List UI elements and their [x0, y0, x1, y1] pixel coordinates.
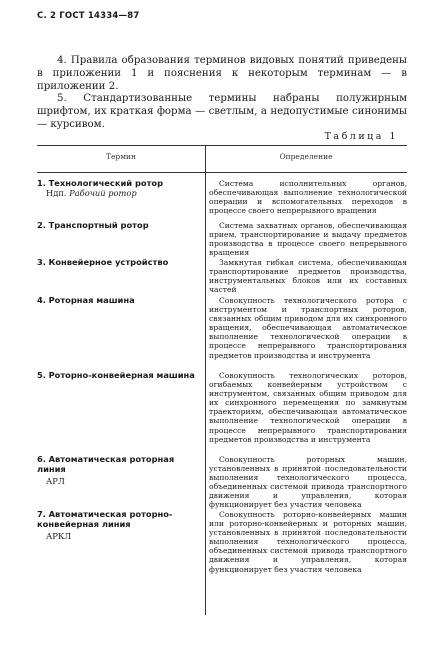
paragraph-5: 5. Стандартизованные термины набраны полужирным шрифтом, их краткая форма — светлым, а недопустимые синонимы — курсивом.: [37, 93, 407, 130]
term-short-form: АРКЛ: [46, 530, 72, 541]
paragraph-4: 4. Правила образования терминов видовых понятий приведены в приложении 1 и пояснения к некоторым терминам — в приложении 2.: [37, 55, 407, 92]
definition-cell: Замкнутая гибкая система, обеспечивающая транспортирование предметов производства, инструментальных блоков или их составных частей: [209, 258, 407, 295]
term-number: 3.: [37, 257, 46, 267]
term-name: Автоматическая роторно-конвейерная линия: [37, 509, 173, 529]
term-cell: [37, 455, 201, 486]
term-alt: Рабочий ротор: [69, 187, 137, 198]
definition-cell: Совокупность технологических роторов, огибаемых конвейерным устройством с инструментом, связанных общим приводом для их синхронного перемещения по замкнутым траекториям, обеспечивающая автоматическое выполнение технологической операции в процессе непрерывного транспортирования предметов производства и инструмента: [209, 371, 407, 444]
term-name: Конвейерное устройство: [48, 257, 169, 267]
column-header-term: Термин: [105, 152, 137, 161]
term-name: Технологический ротор: [48, 178, 164, 188]
term-cell: [37, 221, 201, 231]
term-name: Роторно-конвейерная машина: [48, 370, 195, 380]
table-top-rule: [37, 145, 407, 146]
term-name: Роторная машина: [48, 295, 135, 305]
term-cell: [37, 258, 201, 268]
definition-cell: Совокупность роторно-конвейерных машин или роторно-конвейерных и роторных машин, установленных в принятой последовательности выполнения технологического процесса, объединенных системой привода транспортного движения и управления, которая функционирует без участия человека: [209, 510, 407, 574]
column-header-definition: Определение: [279, 152, 333, 161]
definition-cell: Система исполнительных органов, обеспечивающая выполнение технологической операции и вспомогательных переходов в процессе своего непрерывного вращения: [209, 179, 407, 216]
term-name: Автоматическая роторная линия: [37, 454, 175, 474]
table-column-divider: [205, 145, 206, 615]
term-name: Транспортный ротор: [48, 220, 149, 230]
term-number: 7.: [37, 509, 46, 519]
term-number: 2.: [37, 220, 46, 230]
term-cell: [37, 371, 201, 381]
table-caption: Таблица 1: [324, 131, 398, 142]
definition-cell: Система захватных органов, обеспечивающая прием, транспортирование и выдачу предметов производства в процессе своего непрерывного вращения: [209, 221, 407, 258]
term-cell: [37, 179, 201, 199]
table-header-rule: [37, 172, 407, 173]
term-cell: [37, 296, 201, 306]
page-header: С. 2 ГОСТ 14334—87: [37, 11, 140, 21]
definition-cell: Совокупность роторных машин, установленных в принятой последовательности выполнения технологического процесса, объединенных системой привода транспортного движения и управления, которая функционирует без участия человека: [209, 455, 407, 510]
term-number: 1.: [37, 178, 46, 188]
term-number: 5.: [37, 370, 46, 380]
term-number: 4.: [37, 295, 46, 305]
term-alt-prefix: Ндп.: [46, 187, 67, 198]
term-number: 6.: [37, 454, 46, 464]
terms-table: [37, 145, 407, 615]
definition-cell: Совокупность технологического ротора с инструментом и транспортных роторов, связанных общим приводом для их синхронного вращения, обеспечивающая автоматическое выполнение технологической операции в процессе непрерывного транспортирования предметов производства и инструмента: [209, 296, 407, 360]
term-cell: [37, 510, 201, 541]
term-short-form: АРЛ: [46, 475, 65, 486]
